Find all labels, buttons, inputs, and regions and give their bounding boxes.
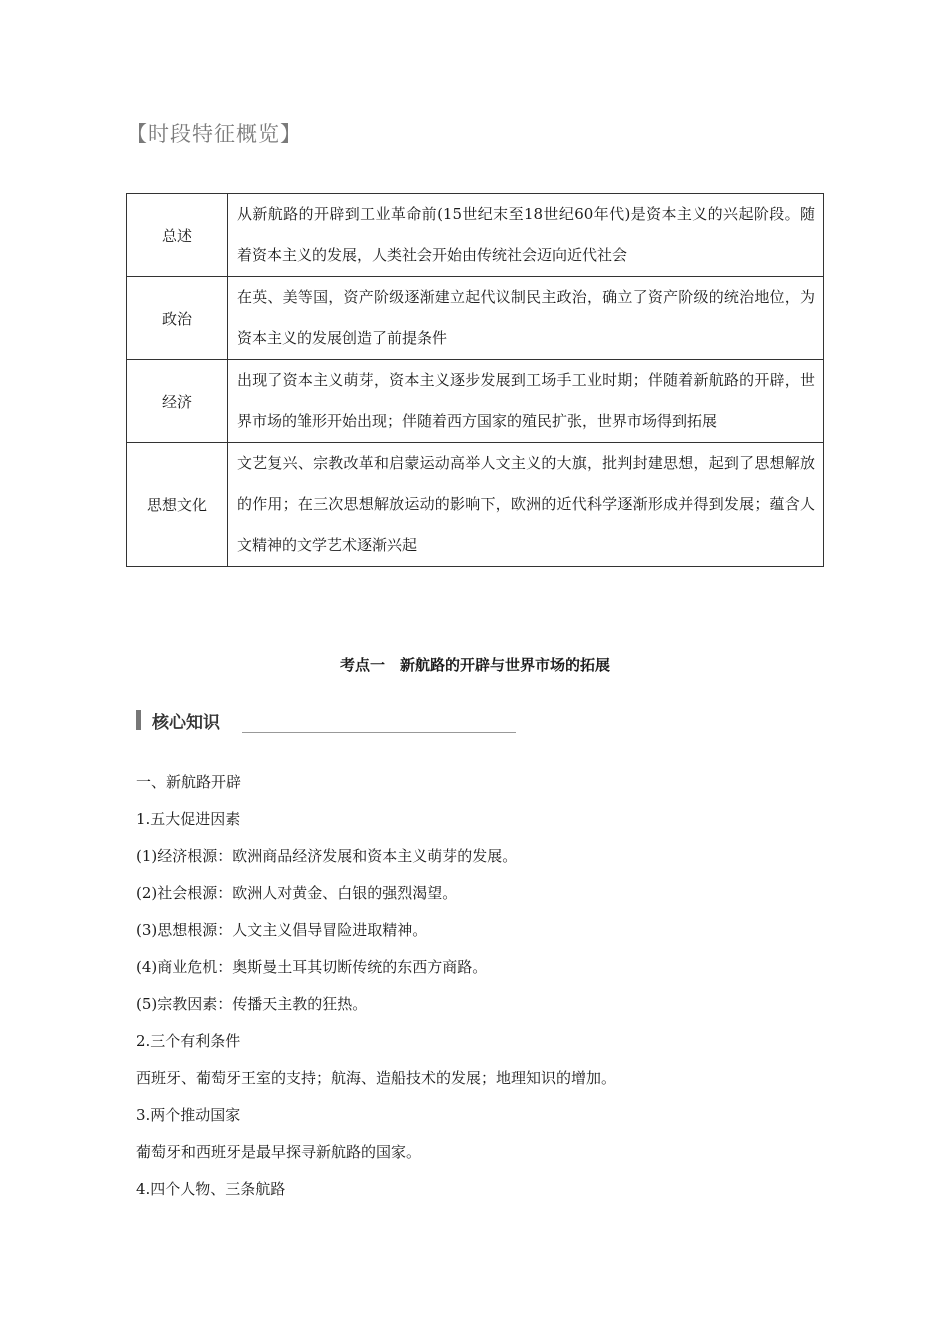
core-knowledge-header (136, 708, 516, 734)
text-line: (2)社会根源：欧洲人对黄金、白银的强烈渴望。 (136, 884, 458, 902)
header-underline (242, 732, 516, 733)
row-label: 总述 (127, 194, 228, 277)
table-row (127, 194, 824, 277)
subheading-line: 4.四个人物、三条航路 (136, 1180, 286, 1198)
period-overview-table (126, 193, 824, 567)
core-knowledge-label: 核心知识 (152, 713, 220, 733)
header-bar-marker (136, 710, 141, 730)
row-label: 经济 (127, 360, 228, 443)
subheading-line: 2.三个有利条件 (136, 1032, 241, 1050)
section-title: 考点一 新航路的开辟与世界市场的拓展 (339, 656, 610, 674)
text-line: (3)思想根源：人文主义倡导冒险进取精神。 (136, 921, 428, 939)
subheading-line: 1.五大促进因素 (136, 810, 241, 828)
text-line: 葡萄牙和西班牙是最早探寻新航路的国家。 (136, 1143, 422, 1161)
text-line: (4)商业危机：奥斯曼土耳其切断传统的东西方商路。 (136, 958, 488, 976)
subheading-line: 3.两个推动国家 (136, 1106, 241, 1124)
row-content: 从新航路的开辟到工业革命前(15世纪末至18世纪60年代)是资本主义的兴起阶段。随着资本主义的发展，人类社会开始由传统社会迈向近代社会 (228, 194, 824, 277)
table-row (127, 360, 824, 443)
table-row (127, 443, 824, 567)
table-row (127, 277, 824, 360)
row-label: 政治 (127, 277, 228, 360)
period-overview-title: 【时段特征概览】 (126, 122, 302, 146)
knowledge-content (136, 764, 826, 1208)
heading-line: 一、新航路开辟 (136, 773, 242, 791)
text-line: (5)宗教因素：传播天主教的狂热。 (136, 995, 368, 1013)
row-content: 文艺复兴、宗教改革和启蒙运动高举人文主义的大旗，批判封建思想，起到了思想解放的作用；在三次思想解放运动的影响下，欧洲的近代科学逐渐形成并得到发展；蕴含人文精神的文学艺术逐渐兴起 (228, 443, 824, 567)
row-content: 在英、美等国，资产阶级逐渐建立起代议制民主政治，确立了资产阶级的统治地位，为资本主义的发展创造了前提条件 (228, 277, 824, 360)
row-content: 出现了资本主义萌芽，资本主义逐步发展到工场手工业时期；伴随着新航路的开辟，世界市场的雏形开始出现；伴随着西方国家的殖民扩张，世界市场得到拓展 (228, 360, 824, 443)
text-line: (1)经济根源：欧洲商品经济发展和资本主义萌芽的发展。 (136, 847, 518, 865)
row-label: 思想文化 (127, 443, 228, 567)
text-line: 西班牙、葡萄牙王室的支持；航海、造船技术的发展；地理知识的增加。 (136, 1069, 617, 1087)
